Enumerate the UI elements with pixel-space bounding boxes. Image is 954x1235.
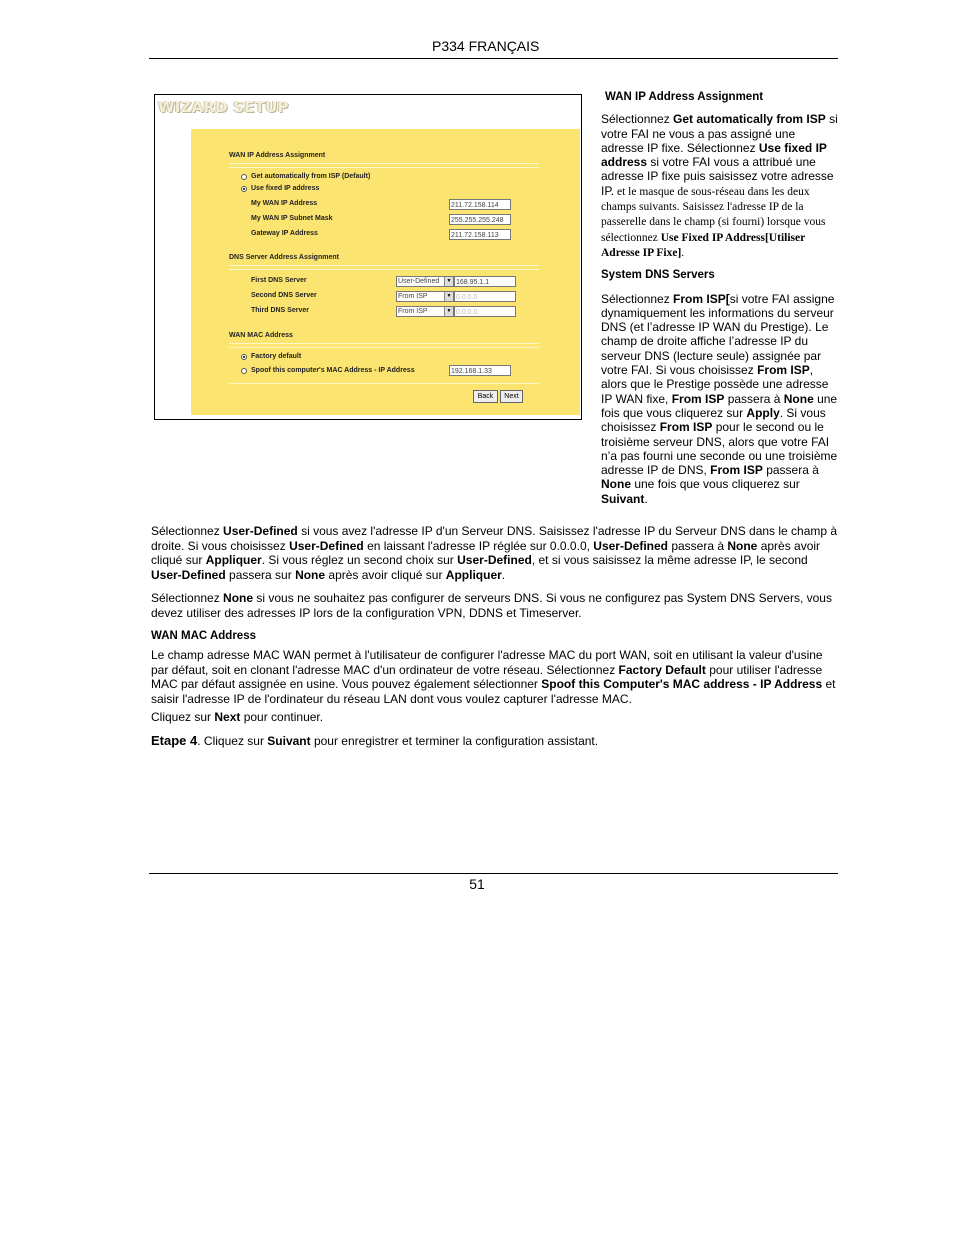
text-bold: Use Fixed IP Address[Utiliser Adresse IP Fixe]: [601, 231, 806, 259]
text: .: [681, 246, 685, 259]
divider: [229, 347, 539, 348]
heading-wan-mac: WAN MAC Address: [151, 630, 256, 642]
text: et saisir l'adresse IP de l'ordinateur du réseau LAN dont vous voulez capturer l'adresse MAC.: [151, 677, 836, 706]
text: une fois que vous cliquerez sur: [601, 391, 838, 420]
step-label: Etape 4: [151, 733, 198, 748]
text-bold: Appliquer: [205, 553, 262, 567]
text: pour le second ou le troisième serveur DNS, alors que votre FAI n’a pas fourni une seconde ou une troisième adresse IP de DNS,: [601, 420, 838, 478]
paragraph-system-dns: [601, 292, 841, 506]
text: après avoir cliqué sur: [151, 538, 821, 567]
text: Cliquez sur: [151, 710, 215, 724]
text: en laissant l'adresse IP réglée sur 0.0.0.0,: [363, 538, 594, 553]
text: si votre FAI ne vous a pas assigné une adresse IP fixe. Sélectionnez: [601, 112, 838, 155]
text-bold: Use fixed IP address: [601, 140, 827, 170]
chevron-down-icon: ▼: [444, 307, 453, 316]
third-dns-label: Third DNS Server: [251, 307, 309, 314]
first-dns-label: First DNS Server: [251, 277, 307, 284]
paragraph-wan-ip: [601, 112, 841, 260]
text: . Si vous choisissez: [601, 405, 826, 435]
text: passera à: [667, 538, 728, 553]
paragraph-wan-mac: [151, 648, 841, 706]
second-dns-input[interactable]: 0.0.0.0: [454, 291, 516, 302]
text: après avoir cliqué sur: [325, 567, 446, 582]
divider: [229, 269, 539, 270]
dns-section-title: DNS Server Address Assignment: [229, 254, 339, 261]
header-title: P334 FRANÇAIS: [432, 38, 540, 54]
second-dns-label: Second DNS Server: [251, 292, 317, 299]
divider: [229, 167, 539, 168]
text: , alors que le Prestige possède une adresse IP WAN fixe,: [601, 363, 829, 406]
radio-use-fixed-label: Use fixed IP address: [251, 185, 320, 192]
page-number: 51: [469, 876, 485, 892]
text: Sélectionnez: [601, 291, 674, 306]
my-wan-ip-label: My WAN IP Address: [251, 200, 318, 207]
text: pour utiliser l'adresse MAC par défaut assignée en usine. Vous pouvez également sélectionner: [151, 662, 823, 691]
chevron-down-icon: ▼: [444, 277, 453, 286]
back-button[interactable]: Back: [473, 390, 498, 403]
radio-factory-default[interactable]: [241, 354, 247, 360]
text: .: [501, 567, 506, 582]
text-bold: None: [783, 391, 814, 406]
radio-get-auto[interactable]: [241, 174, 247, 180]
text: .: [644, 491, 648, 506]
chevron-down-icon: ▼: [444, 292, 453, 301]
divider: [229, 265, 539, 266]
footer-rule: [149, 873, 838, 874]
divider: [229, 343, 539, 344]
wan-ip-section-title: WAN IP Address Assignment: [229, 152, 326, 159]
paragraph-none: [151, 591, 841, 620]
text: si vous ne souhaitez pas configurer de serveurs DNS. Si vous ne configurez pas System DNS Servers, vous devez utiliser des adresses IP lors de la configuration VPN, DDNS et Timeserver.: [151, 591, 832, 620]
wizard-title: WIZARD SETUP: [158, 98, 289, 116]
gateway-ip-label: Gateway IP Address: [251, 230, 318, 237]
text: Sélectionnez: [151, 524, 224, 538]
paragraph-next: [151, 710, 841, 725]
gateway-ip-input[interactable]: 211.72.158.113: [449, 229, 511, 240]
next-button[interactable]: Next: [500, 390, 523, 403]
wizard-panel: [191, 129, 580, 415]
text: passera à: [724, 391, 784, 406]
text-bold: None: [295, 567, 326, 582]
second-dns-select-value: From ISP: [398, 293, 428, 300]
third-dns-select[interactable]: [396, 306, 454, 317]
text: une fois que vous cliquerez sur: [631, 477, 800, 492]
text-bold: From ISP: [710, 463, 763, 478]
text: si votre FAI assigne dynamiquement les informations du serveur DNS (et l’adresse IP WAN du Prestige). Le champ de droite affiche l’adresse IP du serveur DNS (lecture seule) assignée par votre FAI. Si vous choisissez: [601, 291, 835, 378]
third-dns-select-value: From ISP: [398, 308, 428, 315]
text: Sélectionnez: [151, 591, 224, 605]
subnet-mask-label: My WAN IP Subnet Mask: [251, 215, 333, 222]
text-bold: None: [727, 538, 758, 553]
text-bold: User-Defined: [151, 567, 226, 582]
text-bold: Appliquer: [445, 567, 502, 582]
text: , et si vous saisissez la même adresse IP, le second: [531, 553, 808, 567]
text: si vous avez l'adresse IP d'un Serveur DNS. Saisissez l'adresse IP du Serveur DNS dans le champ à droite. Si vous choisissez: [151, 524, 838, 553]
text-bold: Factory Default: [618, 662, 706, 677]
radio-spoof-mac[interactable]: [241, 368, 247, 374]
radio-factory-default-label: Factory default: [251, 353, 302, 360]
third-dns-input[interactable]: 0.0.0.0: [454, 306, 516, 317]
mac-section-title: WAN MAC Address: [229, 332, 293, 339]
paragraph-user-defined: [151, 524, 841, 582]
spoof-ip-input[interactable]: 192.168.1.33: [449, 365, 511, 376]
wizard-screenshot: [154, 94, 582, 420]
text-bold: User-Defined: [289, 538, 364, 553]
subnet-mask-input[interactable]: 255.255.255.248: [449, 214, 511, 225]
text-bold: Suivant: [267, 734, 311, 748]
heading-system-dns: System DNS Servers: [601, 269, 715, 282]
text-bold: Next: [214, 710, 241, 724]
text-bold: None: [223, 591, 254, 605]
text-bold: Apply: [746, 405, 780, 420]
text-bold: User-Defined: [223, 524, 298, 538]
text: Sélectionnez: [601, 112, 674, 127]
first-dns-select-value: User-Defined: [398, 278, 440, 285]
divider: [229, 383, 539, 384]
text-bold: From ISP[: [673, 291, 730, 306]
text-bold: From ISP: [659, 420, 713, 435]
text-bold: Suivant: [601, 491, 645, 506]
text-bold: User-Defined: [457, 553, 532, 567]
text: . Cliquez sur: [197, 734, 268, 748]
text-bold: From ISP: [671, 391, 725, 406]
radio-spoof-mac-label: Spoof this computer's MAC Address - IP Address: [251, 367, 415, 374]
text-bold: From ISP: [757, 363, 810, 378]
paragraph-step-4: [151, 734, 841, 749]
text: et le masque de sous-réseau dans les deux champs suivants. Saisissez l'adresse IP de la passerelle dans le champ (si fourni) lorsque vous sélectionnez: [601, 185, 826, 244]
text-bold: None: [601, 477, 631, 492]
text: pour continuer.: [240, 710, 324, 724]
text: Le champ adresse MAC WAN permet à l'utilisateur de configurer l'adresse MAC du port WAN, soit en utilisant la valeur d'usine par défaut, soit en clonant l'adresse MAC d'un ordinateur de votre réseau. Sélectionnez: [151, 648, 823, 677]
radio-get-auto-label: Get automatically from ISP (Default): [251, 173, 371, 180]
text: si votre FAI vous a attribué une adresse IP fixe puis saisissez votre adresse IP.: [601, 155, 834, 198]
text-bold: Spoof this Computer's MAC address - IP Address: [541, 677, 823, 691]
my-wan-ip-input[interactable]: 211.72.158.114: [449, 199, 511, 210]
right-column: [601, 90, 841, 506]
heading-wan-ip: WAN IP Address Assignment: [605, 91, 764, 103]
text-bold: User-Defined: [593, 538, 668, 553]
text: passera à: [762, 463, 819, 478]
text-bold: Get automatically from ISP: [673, 112, 826, 127]
text: pour enregistrer et terminer la configuration assistant.: [310, 734, 599, 748]
second-dns-select[interactable]: [396, 291, 454, 302]
radio-use-fixed[interactable]: [241, 186, 247, 192]
text: passera sur: [225, 567, 296, 582]
first-dns-input[interactable]: 168.95.1.1: [454, 276, 516, 287]
text: . Si vous réglez un second choix sur: [261, 553, 458, 567]
first-dns-select[interactable]: [396, 276, 454, 287]
header-rule: [149, 58, 838, 59]
divider: [229, 163, 539, 164]
